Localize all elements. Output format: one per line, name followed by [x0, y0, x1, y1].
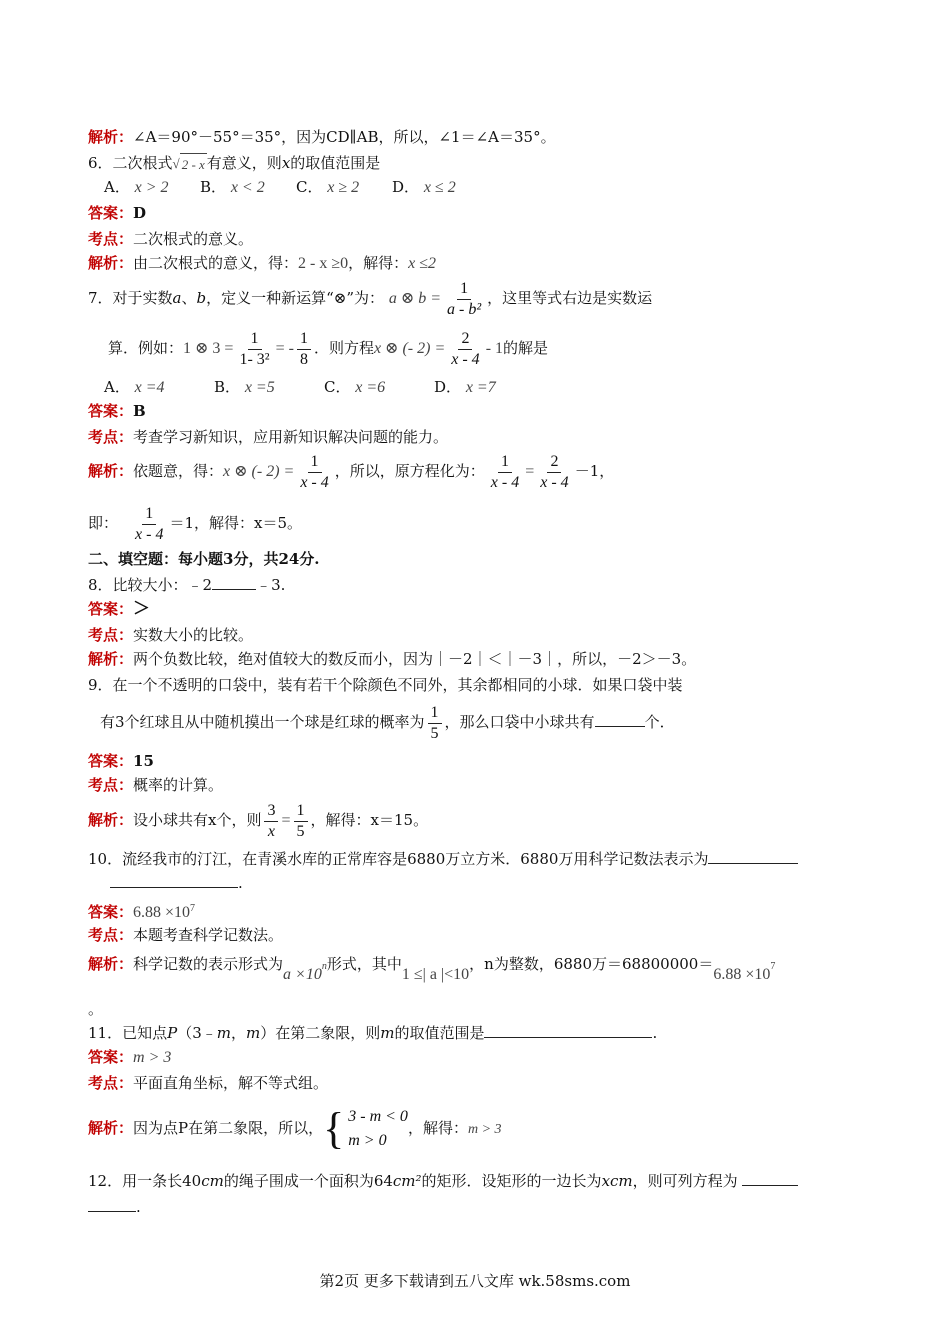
- q7-option-a: A． x =4: [104, 378, 165, 396]
- q7-example-frac2: $\frac{1}{8}$: [297, 330, 311, 369]
- q6-answer: [88, 202, 146, 224]
- q6-stem-a: 6．二次根式: [88, 154, 173, 172]
- q6-jiexi-result: x ≤2: [408, 255, 437, 272]
- q7-example-frac1: $\frac{1}{\text{1- 3²}}$: [239, 329, 270, 368]
- q7-option-b: B． x =5: [214, 378, 275, 396]
- q12-blank-1[interactable]: [742, 1171, 798, 1186]
- q7-option-d: D． x =7: [434, 378, 496, 396]
- q5-jiexi-line: [88, 126, 556, 148]
- q10-answer-exp: 7: [190, 903, 196, 914]
- q9-stem-2: 有3个红球且从中随机摸出一个球是红球的概率为 $\frac{1}{5}$ ，那么口袋中小球共有 个．: [100, 703, 675, 742]
- q9-answer: 答案：15: [88, 752, 154, 770]
- q6-jiexi: 解析：由二次根式的意义，得：2 - x ≥0，解得：x ≤2: [88, 254, 437, 272]
- q10-condition: 1 ≤| a |<10: [401, 966, 470, 983]
- q6-option-a: A． x > 2: [104, 178, 169, 196]
- q7-jiexi: 解析：依题意，得：x ⊗ (- 2) = $\frac{1}{x - 4}$ ，所以，原方程化为： $\frac{1}{x - 4}$ = $\frac{2}{x - 4}$ －1，: [88, 452, 615, 491]
- q9-prob-frac: $\frac{1}{5}$: [428, 704, 442, 743]
- q7-jiexi-frac2: $\frac{1}{x - 4}$: [490, 452, 520, 491]
- q6-option-c: C． x ≥ 2: [296, 178, 360, 196]
- q10-jiexi: 解析：科学记数的表示形式为$a \times 10^n$形式，其中1 ≤| a |<10，n为整数，6880万$=68800000=6.88 \times 10^7$: [88, 955, 776, 983]
- q10-stem: 10．流经我市的汀江，在青溪水库的正常库容是6880万立方米．6880万用科学记数法表示为: [88, 848, 798, 870]
- q7-stem-2: 算．例如：1 ⊗ 3 = $\frac{1}{\text{1- 3²}}$ = - $\frac{1}{8}$ ．则方程x ⊗ (- 2) = $\frac{2}{x - 4}$ - 1的解是: [108, 329, 549, 368]
- q8-jiexi: 解析：两个负数比较，绝对值较大的数反而小，因为｜－2｜＜｜－3｜，所以，－2＞－3。: [88, 650, 697, 668]
- q11-blank[interactable]: [484, 1023, 652, 1038]
- kaodian-label: 考点：: [88, 230, 134, 248]
- q7-options: [104, 376, 544, 399]
- q6-kaodian: [88, 228, 253, 250]
- q10-answer: 答案：$6.88 \times 10^7$: [88, 903, 196, 921]
- jiexi-label: 解析：: [88, 254, 134, 272]
- q6-radicand: 2 - x: [180, 153, 207, 176]
- q6-stem-b: 有意义，则: [206, 154, 282, 172]
- q11-kaodian: 考点：平面直角坐标，解不等式组。: [88, 1074, 329, 1092]
- q9-answer-value: 15: [133, 752, 154, 770]
- q9-blank[interactable]: [595, 712, 645, 727]
- q6-stem: [88, 152, 380, 176]
- q6-kaodian-text: 二次根式的意义。: [133, 230, 254, 248]
- q6-option-d: D． x ≤ 2: [392, 178, 456, 196]
- q6-answer-value: D: [133, 204, 147, 222]
- q5-jiexi-text: ∠A＝90°－55°＝35°，因为CD∥AB，所以，∠1＝∠A＝35°。: [133, 128, 556, 146]
- q7-kaodian: 考点：考查学习新知识，应用新知识解决问题的能力。: [88, 428, 449, 446]
- q7-stem: 7．对于实数a、b，定义一种新运算“⊗”为： a ⊗ b = $\frac{1}{\text{a - b²}}$ ，这里等式右边是实数运: [88, 279, 653, 318]
- q7-line2-frac: $\frac{1}{x - 4}$: [135, 504, 164, 543]
- q10-stem-2: .: [110, 872, 243, 894]
- q6-sqrt: √ 2 - x: [173, 153, 207, 176]
- q9-kaodian: 考点：概率的计算。: [88, 776, 224, 794]
- q10-blank-2[interactable]: [110, 873, 238, 888]
- q8-answer: 答案：＞: [88, 599, 151, 619]
- q6-stem-c: 的取值范围是: [290, 154, 381, 172]
- q7-jiexi-line2: 即： $\frac{1}{x - 4}$ ＝1，解得：x＝5。: [88, 504, 303, 543]
- q9-stem: 9．在一个不透明的口袋中，装有若干个除颜色不同外，其余都相同的小球．如果口袋中装: [88, 676, 683, 694]
- q10-answer-base: 6.88 ×10: [133, 904, 191, 921]
- q11-jiexi: 解析：因为点P在第二象限，所以， { 3 - m < 0 m > 0 ，解得：m > 3: [88, 1104, 502, 1153]
- q11-answer: 答案：m > 3: [88, 1048, 172, 1066]
- q7-option-c: C． x =6: [324, 378, 386, 396]
- q6-options: [104, 176, 488, 199]
- q7-answer: 答案：B: [88, 402, 146, 420]
- q8-stem: 8．比较大小：﹣2 ﹣3.: [88, 576, 286, 594]
- q7-answer-value: B: [133, 402, 146, 420]
- q7-jiexi-frac3: $\frac{2}{x - 4}$: [540, 452, 569, 491]
- q8-answer-value: ＞: [133, 599, 151, 619]
- q9-jiexi: 解析：设小球共有x个，则 $\frac{3}{x}$ = $\frac{1}{5}$ ，解得：x＝15。: [88, 801, 429, 840]
- q7-jiexi-frac1: $\frac{1}{x - 4}$: [300, 452, 329, 491]
- q11-stem: 11．已知点P（3﹣m，m）在第二象限，则m的取值范围是 .: [88, 1024, 658, 1042]
- q6-var: x: [281, 154, 291, 172]
- page-footer: 第2页 更多下载请到五八文库 wk.58sms.com: [319, 1272, 631, 1290]
- q6-option-b: B． x < 2: [200, 178, 265, 196]
- q12-stem-2: .: [88, 1196, 141, 1218]
- q7-def-frac: $\frac{1}{\text{a - b²}}$: [447, 279, 482, 318]
- q10-kaodian: 考点：本题考查科学记数法。: [88, 926, 284, 944]
- q6-jiexi-expr: 2 - x ≥0: [298, 255, 349, 272]
- q9-jiexi-frac2: $\frac{1}{5}$: [294, 802, 308, 841]
- q8-kaodian: 考点：实数大小的比较。: [88, 626, 254, 644]
- section2-title: 二、填空题：每小题3分，共24分.: [88, 550, 320, 568]
- q8-blank[interactable]: [212, 575, 256, 590]
- q7-def-lhs: a ⊗ b =: [388, 290, 442, 307]
- q9-jiexi-frac1: $\frac{3}{x}$: [264, 802, 278, 841]
- q7-equation-frac: $\frac{2}{x - 4}$: [451, 329, 480, 368]
- q11-answer-value: m > 3: [133, 1049, 172, 1066]
- q12-blank-2[interactable]: [88, 1197, 136, 1212]
- q10-blank-1[interactable]: [708, 849, 798, 864]
- jiexi-label: 解析：: [88, 128, 134, 146]
- q12-stem: 12．用一条长40cm的绳子围成一个面积为64cm²的矩形．设矩形的一边长为xcm，则可列方程为: [88, 1170, 798, 1192]
- q11-inequality-system: { 3 - m < 0 m > 0: [323, 1104, 408, 1153]
- q10-tail: 。: [88, 1000, 104, 1018]
- daan-label: 答案：: [88, 204, 134, 222]
